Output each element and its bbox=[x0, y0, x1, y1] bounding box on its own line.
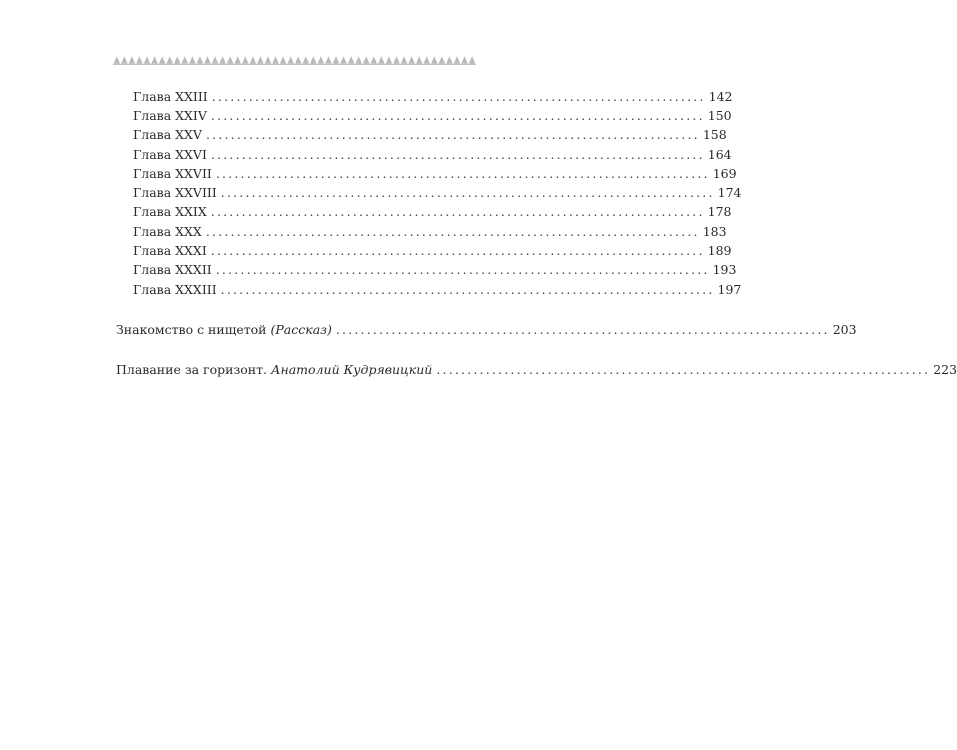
entry-title: Глава XXV bbox=[133, 127, 202, 142]
toc-entry-chapter-26[interactable] bbox=[133, 147, 732, 162]
page-number: 169 bbox=[712, 166, 737, 181]
entry-title: Глава XXVIII bbox=[133, 185, 217, 200]
entry-title-text: Плавание за горизонт. bbox=[116, 362, 268, 377]
page-number: 158 bbox=[702, 127, 727, 142]
toc-entry-story[interactable] bbox=[116, 322, 857, 337]
toc-entry-chapter-28[interactable] bbox=[133, 185, 742, 200]
page-number: 189 bbox=[707, 243, 732, 258]
leader-dots: ................................................................................ bbox=[210, 108, 705, 123]
entry-title bbox=[116, 362, 436, 377]
toc-entry-afterword[interactable] bbox=[116, 362, 957, 377]
toc-entry-chapter-23[interactable] bbox=[133, 89, 733, 104]
toc-entry-chapter-29[interactable] bbox=[133, 204, 732, 219]
leader-dots: ................................................................................ bbox=[210, 204, 705, 219]
page-number: 164 bbox=[707, 147, 732, 162]
entry-title: Глава XXX bbox=[133, 224, 202, 239]
leader-dots: ................................................................................ bbox=[436, 362, 931, 377]
entry-title: Глава XXXII bbox=[133, 262, 212, 277]
page-number: 193 bbox=[712, 262, 737, 277]
page-number: 150 bbox=[707, 108, 732, 123]
toc-entry-chapter-24[interactable] bbox=[133, 108, 732, 123]
page-number: 203 bbox=[832, 322, 857, 337]
leader-dots: ................................................................................ bbox=[220, 282, 715, 297]
entry-title-text: Знакомство с нищетой bbox=[116, 322, 267, 337]
header-ornament bbox=[113, 55, 476, 65]
leader-dots: ................................................................................ bbox=[211, 89, 706, 104]
entry-title: Глава XXIV bbox=[133, 108, 207, 123]
entry-title: Глава XXVI bbox=[133, 147, 207, 162]
entry-title: Глава XXXIII bbox=[133, 282, 217, 297]
toc-entry-chapter-31[interactable] bbox=[133, 243, 732, 258]
entry-title: Глава XXIX bbox=[133, 204, 207, 219]
entry-title: Глава XXIII bbox=[133, 89, 208, 104]
toc-entry-chapter-30[interactable] bbox=[133, 224, 727, 239]
page-number: 183 bbox=[702, 224, 727, 239]
page-number: 223 bbox=[933, 362, 957, 377]
toc-entry-chapter-25[interactable] bbox=[133, 127, 727, 142]
page-number: 178 bbox=[707, 204, 732, 219]
leader-dots: ................................................................................ bbox=[215, 166, 710, 181]
leader-dots: ................................................................................ bbox=[215, 262, 710, 277]
page-number: 142 bbox=[708, 89, 733, 104]
entry-title: Глава XXVII bbox=[133, 166, 212, 181]
leader-dots: ................................................................................ bbox=[210, 147, 705, 162]
leader-dots: ................................................................................ bbox=[205, 224, 700, 239]
toc-entry-chapter-32[interactable] bbox=[133, 262, 737, 277]
toc-entry-chapter-33[interactable] bbox=[133, 282, 742, 297]
leader-dots: ................................................................................ bbox=[335, 322, 830, 337]
entry-author: Анатолий Кудрявицкий bbox=[271, 362, 433, 377]
toc-entry-chapter-27[interactable] bbox=[133, 166, 737, 181]
entry-subtitle: (Рассказ) bbox=[270, 322, 332, 337]
leader-dots: ................................................................................ bbox=[220, 185, 715, 200]
entry-title: Глава XXXI bbox=[133, 243, 207, 258]
page-number: 174 bbox=[717, 185, 742, 200]
leader-dots: ................................................................................ bbox=[210, 243, 705, 258]
leader-dots: ................................................................................ bbox=[205, 127, 700, 142]
entry-title bbox=[116, 322, 336, 337]
page-number: 197 bbox=[717, 282, 742, 297]
